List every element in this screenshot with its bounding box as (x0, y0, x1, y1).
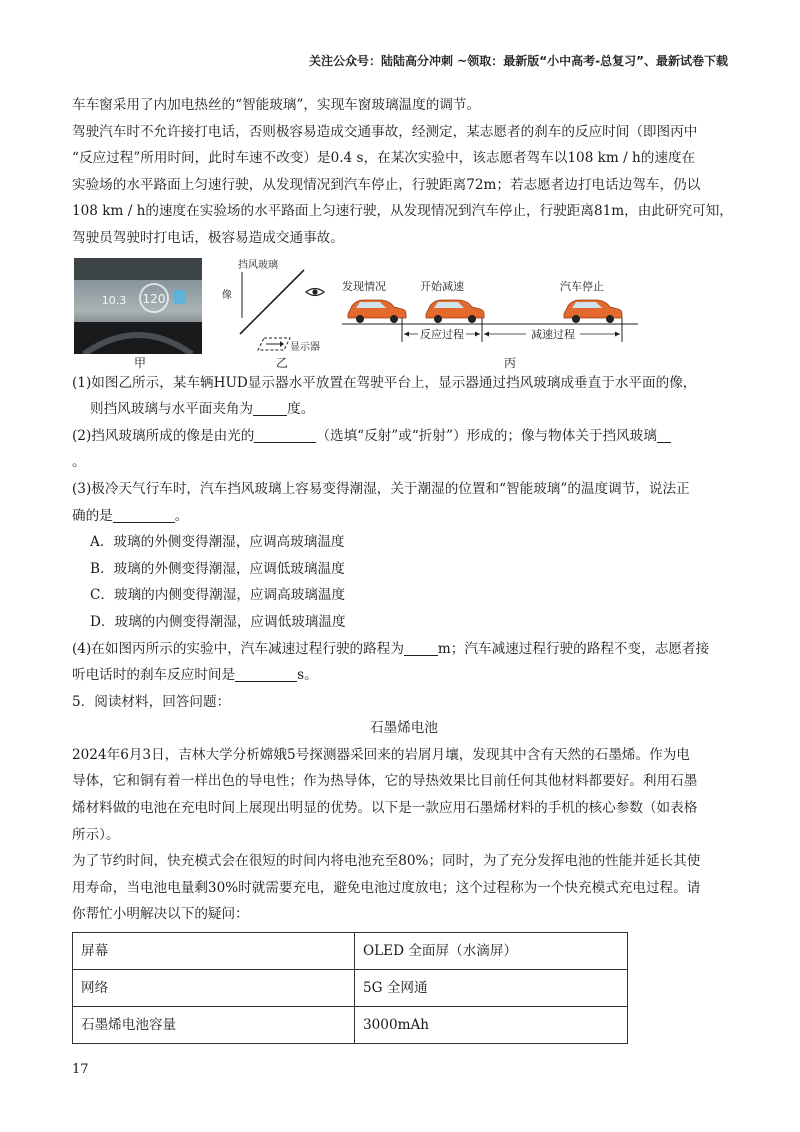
label-decel: 减速过程 (531, 327, 575, 341)
question-5-title: 5．阅读材料，回答问题： (72, 693, 231, 710)
intro-line: “反应过程”所用时间，此时车速不改变）是0.4 s，在某次实验中，该志愿者驾车以108 km / h的速度在 (72, 150, 696, 167)
page-content (72, 92, 736, 1044)
question-text: m；汽车减速过程行驶的路程不变，志愿者接 (437, 640, 710, 657)
question-text: 听电话时的刹车反应时间是 (72, 667, 236, 684)
hud-photo (74, 258, 202, 354)
table-cell: 3000mAh (355, 1007, 628, 1044)
hud-odometer: 10.3 (101, 293, 127, 307)
answer-blank[interactable] (657, 426, 671, 443)
question-2-end: 。 (72, 454, 86, 471)
label-found: 发现情况 (342, 279, 386, 293)
intro-line: 驾驶汽车时不允许接打电话，否则极容易造成交通事故，经测定，某志愿者的刹车的反应时间（即图丙中 (72, 123, 698, 140)
car-icon (348, 300, 406, 323)
intro-line: 108 km / h的速度在实验场的水平路面上匀速行驶，从发现情况到汽车停止，行驶距离81m，由此研究可知， (72, 203, 733, 220)
article-line: 所示）。 (72, 826, 120, 843)
question-text: 确的是 (72, 507, 113, 524)
car-icon (426, 300, 484, 323)
eye-icon (304, 282, 326, 309)
table-cell: OLED 全面屏（水滴屏） (355, 933, 628, 970)
article-line: 烯材料做的电池在充电时间上展现出明显的优势。以下是一款应用石墨烯材料的手机的核心参数（如表格 (72, 800, 698, 817)
question-text: 则挡风玻璃与水平面夹角为 (90, 401, 254, 418)
table-row (73, 933, 628, 970)
intro-line: 车车窗采用了内加电热丝的“智能玻璃”，实现车窗玻璃温度的调节。 (72, 97, 481, 113)
question-text: s。 (297, 667, 318, 684)
option-d[interactable]: D．玻璃的内侧变得潮湿，应调低玻璃温度 (90, 613, 346, 630)
page-number: 17 (72, 1062, 89, 1077)
answer-blank[interactable] (235, 665, 297, 682)
label-brake-start: 开始减速 (420, 279, 464, 293)
answer-blank[interactable] (253, 399, 287, 416)
question-3-cont (72, 503, 736, 530)
question-2 (72, 423, 736, 450)
option-b[interactable]: B．玻璃的外侧变得潮湿，应调低玻璃温度 (90, 560, 345, 577)
label-windshield: 挡风玻璃 (238, 259, 278, 271)
question-4 (72, 636, 736, 663)
figure-bing (342, 258, 642, 370)
article-line: 你帮忙小明解决以下的疑问： (72, 906, 249, 923)
caption-bing: 丙 (504, 355, 517, 370)
car-icon (564, 300, 622, 323)
question-4-cont (72, 662, 736, 689)
caption-yi: 乙 (276, 355, 289, 370)
question-3: (3)极冷天气行车时，汽车挡风玻璃上容易变得潮湿，关于潮湿的位置和“智能玻璃”的温度调节，说法正 (72, 480, 690, 497)
answer-blank[interactable] (254, 426, 316, 443)
answer-blank[interactable] (113, 506, 175, 523)
answer-blank[interactable] (404, 639, 438, 656)
figure-row (72, 258, 736, 370)
article-line: 用寿命，当电池电量剩30%时就需要充电，避免电池过度放电；这个过程称为一个快充模式充电过程。请 (72, 879, 701, 896)
label-reaction: 反应过程 (420, 327, 464, 341)
page-header: 关注公众号：陆陆高分冲刺 ~领取：最新版“小中高考-总复习”、最新试卷下载 (309, 54, 728, 68)
figure-jia (74, 258, 202, 370)
article-line: 为了节约时间，快充模式会在很短的时间内将电池充至80%；同时，为了充分发挥电池的性能并延长其使 (72, 853, 701, 870)
table-cell: 网络 (73, 970, 355, 1007)
braking-diagram (342, 258, 642, 354)
question-1-cont (72, 396, 736, 423)
label-image: 像 (222, 289, 232, 301)
table-row (73, 970, 628, 1007)
article-line: 2024年6月3日，吉林大学分析嫦娥5号探测器采回来的岩屑月壤，发现其中含有天然的石墨烯。作为电 (72, 746, 690, 763)
label-display: 显示器 (290, 341, 320, 353)
option-c[interactable]: C．玻璃的内侧变得潮湿，应调高玻璃温度 (90, 587, 346, 604)
intro-line: 实验场的水平路面上匀速行驶，从发现情况到汽车停止，行驶距离72m；若志愿者边打电话边驾车，仍以 (72, 176, 701, 193)
question-1: (1)如图乙所示，某车辆HUD显示器水平放置在驾驶平台上，显示器通过挡风玻璃成垂直于水平面的像， (72, 374, 697, 391)
option-a[interactable]: A．玻璃的外侧变得潮湿，应调高玻璃温度 (90, 534, 345, 551)
figure-yi (218, 258, 334, 370)
question-text: （选填“反射”或“折射”）形成的；像与物体关于挡风玻璃 (316, 427, 657, 444)
question-text: (2)挡风玻璃所成的像是由光的 (72, 427, 255, 444)
table-cell: 5G 全网通 (355, 970, 628, 1007)
intro-line: 驾驶员驾驶时打电话，极容易造成交通事故。 (72, 229, 344, 246)
windshield-line (240, 270, 304, 334)
spec-table (72, 932, 628, 1044)
caption-jia: 甲 (134, 355, 147, 370)
hud-speed: 120 (142, 291, 166, 306)
table-cell: 屏幕 (73, 933, 355, 970)
label-stop: 汽车停止 (560, 279, 604, 293)
question-text: 度。 (287, 401, 315, 418)
article-title: 石墨烯电池 (370, 720, 438, 737)
table-cell: 石墨烯电池容量 (73, 1007, 355, 1044)
question-text: (4)在如图丙所示的实验中，汽车减速过程行驶的路程为 (72, 640, 404, 657)
question-text: 。 (174, 507, 189, 524)
table-row (73, 1007, 628, 1044)
article-line: 导体，它和铜有着一样出色的导电性；作为热导体，它的导热效果比目前任何其他材料都要好。利用石墨 (72, 773, 698, 790)
